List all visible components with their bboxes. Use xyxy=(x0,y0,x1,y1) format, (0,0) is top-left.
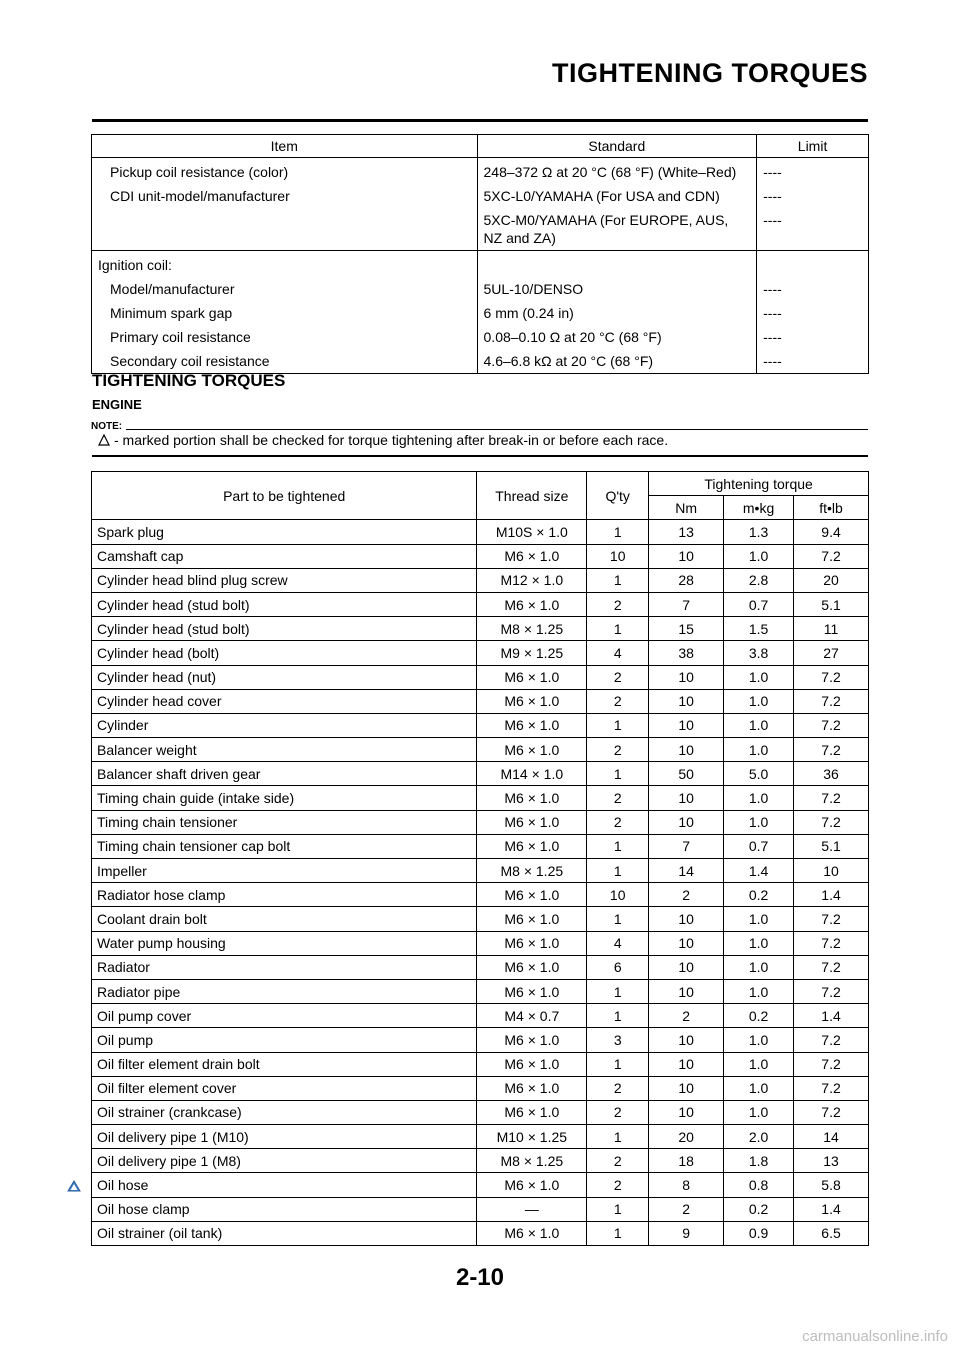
thread-size-cell: M6 × 1.0 xyxy=(477,738,587,762)
spec-item-cell: Pickup coil resistance (color) xyxy=(110,164,289,180)
mkg-cell: 1.0 xyxy=(724,1076,794,1100)
part-cell: Oil strainer (oil tank) xyxy=(92,1221,477,1245)
part-cell: Cylinder head (stud bolt) xyxy=(92,592,477,616)
nm-cell: 7 xyxy=(649,592,724,616)
ftlb-cell: 7.2 xyxy=(794,810,869,834)
part-cell: Cylinder xyxy=(92,713,477,737)
part-cell: Camshaft cap xyxy=(92,544,477,568)
ftlb-cell: 7.2 xyxy=(794,544,869,568)
spec-standard-cell: 4.6–6.8 kΩ at 20 °C (68 °F) xyxy=(477,349,757,374)
table-row xyxy=(92,1149,869,1173)
part-cell: Oil pump xyxy=(92,1028,477,1052)
nm-cell: 20 xyxy=(649,1125,724,1149)
nm-cell: 10 xyxy=(649,931,724,955)
mkg-cell: 2.8 xyxy=(724,568,794,592)
qty-cell: 1 xyxy=(587,1004,649,1028)
mkg-cell: 1.3 xyxy=(724,520,794,544)
qty-cell: 1 xyxy=(587,1197,649,1221)
note-rule-top xyxy=(126,429,868,430)
table-row xyxy=(92,713,869,737)
ftlb-cell: 5.1 xyxy=(794,592,869,616)
table-row xyxy=(92,1221,869,1245)
mkg-cell: 1.4 xyxy=(724,859,794,883)
mkg-cell: 2.0 xyxy=(724,1125,794,1149)
thread-size-cell: M6 × 1.0 xyxy=(477,834,587,858)
ftlb-cell: 7.2 xyxy=(794,738,869,762)
spec-row xyxy=(92,301,869,325)
header-part: Part to be tightened xyxy=(92,472,477,520)
part-cell: Water pump housing xyxy=(92,931,477,955)
qty-cell: 2 xyxy=(587,592,649,616)
table-row xyxy=(92,979,869,1003)
mkg-cell: 1.0 xyxy=(724,931,794,955)
mkg-cell: 3.8 xyxy=(724,641,794,665)
nm-cell: 10 xyxy=(649,544,724,568)
qty-cell: 6 xyxy=(587,955,649,979)
table-row xyxy=(92,738,869,762)
spec-standard-cell: 6 mm (0.24 in) xyxy=(477,301,757,325)
table-row xyxy=(92,1100,869,1124)
mkg-cell: 0.2 xyxy=(724,1004,794,1028)
mkg-cell: 1.0 xyxy=(724,955,794,979)
qty-cell: 10 xyxy=(587,883,649,907)
nm-cell: 13 xyxy=(649,520,724,544)
qty-cell: 1 xyxy=(587,617,649,641)
ftlb-cell: 7.2 xyxy=(794,665,869,689)
part-cell: Radiator hose clamp xyxy=(92,883,477,907)
table-row xyxy=(92,617,869,641)
ftlb-cell: 10 xyxy=(794,859,869,883)
header-qty: Q'ty xyxy=(587,472,649,520)
qty-cell: 1 xyxy=(587,859,649,883)
thread-size-cell: M6 × 1.0 xyxy=(477,592,587,616)
spec-item-cell: Minimum spark gap xyxy=(110,305,233,321)
ftlb-cell: 1.4 xyxy=(794,883,869,907)
part-cell: Oil filter element cover xyxy=(92,1076,477,1100)
nm-cell: 2 xyxy=(649,1197,724,1221)
thread-size-cell: M6 × 1.0 xyxy=(477,1052,587,1076)
spec-limit-cell: ---- xyxy=(757,301,869,325)
thread-size-cell: M6 × 1.0 xyxy=(477,810,587,834)
ftlb-cell: 14 xyxy=(794,1125,869,1149)
table-row xyxy=(92,1197,869,1221)
thread-size-cell: M6 × 1.0 xyxy=(477,883,587,907)
ftlb-cell: 13 xyxy=(794,1149,869,1173)
spec-table xyxy=(91,134,869,374)
part-cell: Radiator pipe xyxy=(92,979,477,1003)
qty-cell: 3 xyxy=(587,1028,649,1052)
table-row xyxy=(92,568,869,592)
thread-size-cell: M6 × 1.0 xyxy=(477,1028,587,1052)
spec-item-cell: Secondary coil resistance xyxy=(110,353,270,369)
note-body xyxy=(98,432,668,448)
table-row xyxy=(92,665,869,689)
table-row xyxy=(92,834,869,858)
spec-header-row xyxy=(92,135,869,158)
spec-standard-cell: 0.08–0.10 Ω at 20 °C (68 °F) xyxy=(477,325,757,349)
thread-size-cell: M6 × 1.0 xyxy=(477,1076,587,1100)
part-cell: Timing chain guide (intake side) xyxy=(92,786,477,810)
nm-cell: 10 xyxy=(649,810,724,834)
part-cell: Impeller xyxy=(92,859,477,883)
heading-rule xyxy=(92,119,868,122)
thread-size-cell: M6 × 1.0 xyxy=(477,1221,587,1245)
qty-cell: 1 xyxy=(587,762,649,786)
thread-size-cell: M8 × 1.25 xyxy=(477,617,587,641)
part-cell: Cylinder head (stud bolt) xyxy=(92,617,477,641)
mkg-cell: 1.0 xyxy=(724,907,794,931)
thread-size-cell: M8 × 1.25 xyxy=(477,859,587,883)
nm-cell: 10 xyxy=(649,786,724,810)
spec-limit-cell: ---- xyxy=(757,277,869,301)
nm-cell: 10 xyxy=(649,713,724,737)
thread-size-cell: M4 × 0.7 xyxy=(477,1004,587,1028)
table-row xyxy=(92,1004,869,1028)
qty-cell: 1 xyxy=(587,834,649,858)
nm-cell: 10 xyxy=(649,1076,724,1100)
spec-limit-cell: ---- xyxy=(757,349,869,374)
mkg-cell: 5.0 xyxy=(724,762,794,786)
ftlb-cell: 20 xyxy=(794,568,869,592)
ftlb-cell: 7.2 xyxy=(794,979,869,1003)
nm-cell: 10 xyxy=(649,1100,724,1124)
mkg-cell: 1.0 xyxy=(724,1052,794,1076)
table-row xyxy=(92,592,869,616)
header-mkg: m•kg xyxy=(724,496,794,520)
spec-row xyxy=(92,325,869,349)
part-cell: Timing chain tensioner xyxy=(92,810,477,834)
spec-header-item: Item xyxy=(92,135,478,158)
nm-cell: 7 xyxy=(649,834,724,858)
qty-cell: 4 xyxy=(587,931,649,955)
thread-size-cell: M6 × 1.0 xyxy=(477,713,587,737)
mkg-cell: 1.0 xyxy=(724,689,794,713)
nm-cell: 10 xyxy=(649,979,724,1003)
ftlb-cell: 7.2 xyxy=(794,689,869,713)
part-cell: Oil delivery pipe 1 (M10) xyxy=(92,1125,477,1149)
ftlb-cell: 7.2 xyxy=(794,713,869,737)
ftlb-cell: 7.2 xyxy=(794,955,869,979)
table-row xyxy=(92,955,869,979)
qty-cell: 1 xyxy=(587,1221,649,1245)
table-row xyxy=(92,641,869,665)
spec-standard-cell: 5XC-M0/YAMAHA (For EUROPE, AUS, NZ and ZA) xyxy=(477,208,757,251)
spec-item-cell: Ignition coil: xyxy=(92,251,478,278)
part-cell: Oil delivery pipe 1 (M8) xyxy=(92,1149,477,1173)
ftlb-cell: 1.4 xyxy=(794,1004,869,1028)
part-cell: Spark plug xyxy=(92,520,477,544)
qty-cell: 2 xyxy=(587,689,649,713)
part-cell: Oil filter element drain bolt xyxy=(92,1052,477,1076)
qty-cell: 1 xyxy=(587,520,649,544)
ftlb-cell: 7.2 xyxy=(794,907,869,931)
part-cell: Cylinder head (nut) xyxy=(92,665,477,689)
table-row xyxy=(92,810,869,834)
header-thread-size: Thread size xyxy=(477,472,587,520)
part-cell: Oil pump cover xyxy=(92,1004,477,1028)
mkg-cell: 1.0 xyxy=(724,665,794,689)
mkg-cell: 1.0 xyxy=(724,979,794,1003)
mkg-cell: 1.8 xyxy=(724,1149,794,1173)
nm-cell: 10 xyxy=(649,665,724,689)
ftlb-cell: 9.4 xyxy=(794,520,869,544)
thread-size-cell: M12 × 1.0 xyxy=(477,568,587,592)
ftlb-cell: 5.1 xyxy=(794,834,869,858)
table-row xyxy=(92,883,869,907)
triangle-outline-icon xyxy=(98,434,110,446)
table-row xyxy=(92,931,869,955)
qty-cell: 1 xyxy=(587,1125,649,1149)
spec-row xyxy=(92,184,869,208)
qty-cell: 2 xyxy=(587,1149,649,1173)
spec-item-cell xyxy=(92,208,478,251)
spec-table-body xyxy=(92,158,869,374)
thread-size-cell: M6 × 1.0 xyxy=(477,786,587,810)
table-row xyxy=(92,689,869,713)
thread-size-cell: M8 × 1.25 xyxy=(477,1149,587,1173)
section-title: TIGHTENING TORQUES xyxy=(92,371,286,390)
nm-cell: 10 xyxy=(649,1052,724,1076)
spec-item-cell: Primary coil resistance xyxy=(110,329,251,345)
table-row xyxy=(92,520,869,544)
part-cell: Oil hose clamp xyxy=(92,1197,477,1221)
mkg-cell: 1.5 xyxy=(724,617,794,641)
part-cell: Cylinder head blind plug screw xyxy=(92,568,477,592)
ftlb-cell: 7.2 xyxy=(794,786,869,810)
note-text: - marked portion shall be checked for torque tightening after break-in or before each race. xyxy=(114,432,669,448)
spec-standard-cell xyxy=(477,251,757,278)
part-cell: Oil hose xyxy=(92,1173,477,1197)
triangle-mark-icon xyxy=(67,1180,81,1192)
qty-cell: 1 xyxy=(587,568,649,592)
qty-cell: 2 xyxy=(587,1076,649,1100)
spec-item-cell: CDI unit-model/manufacturer xyxy=(110,188,290,204)
table-row xyxy=(92,1173,869,1197)
nm-cell: 10 xyxy=(649,1028,724,1052)
spec-standard-cell: 5UL-10/DENSO xyxy=(477,277,757,301)
torque-table-body xyxy=(92,520,869,1246)
spec-standard-cell: 5XC-L0/YAMAHA (For USA and CDN) xyxy=(477,184,757,208)
nm-cell: 10 xyxy=(649,907,724,931)
part-cell: Radiator xyxy=(92,955,477,979)
mkg-cell: 1.0 xyxy=(724,738,794,762)
mkg-cell: 1.0 xyxy=(724,810,794,834)
note-label: NOTE: xyxy=(91,421,123,432)
table-row xyxy=(92,762,869,786)
thread-size-cell: M10S × 1.0 xyxy=(477,520,587,544)
spec-limit-cell: ---- xyxy=(757,158,869,185)
spec-item-cell: Model/manufacturer xyxy=(110,281,235,297)
thread-size-cell: M6 × 1.0 xyxy=(477,955,587,979)
spec-row xyxy=(92,277,869,301)
nm-cell: 50 xyxy=(649,762,724,786)
table-row xyxy=(92,907,869,931)
part-cell: Cylinder head (bolt) xyxy=(92,641,477,665)
ftlb-cell: 7.2 xyxy=(794,1076,869,1100)
nm-cell: 18 xyxy=(649,1149,724,1173)
header-ftlb: ft•lb xyxy=(794,496,869,520)
nm-cell: 2 xyxy=(649,1004,724,1028)
note-rule-bottom xyxy=(92,455,868,457)
nm-cell: 10 xyxy=(649,955,724,979)
nm-cell: 9 xyxy=(649,1221,724,1245)
nm-cell: 10 xyxy=(649,689,724,713)
nm-cell: 38 xyxy=(649,641,724,665)
qty-cell: 2 xyxy=(587,1173,649,1197)
spec-row xyxy=(92,251,869,278)
nm-cell: 15 xyxy=(649,617,724,641)
spec-limit-cell: ---- xyxy=(757,208,869,251)
nm-cell: 28 xyxy=(649,568,724,592)
qty-cell: 2 xyxy=(587,1100,649,1124)
ftlb-cell: 7.2 xyxy=(794,931,869,955)
ftlb-cell: 27 xyxy=(794,641,869,665)
qty-cell: 1 xyxy=(587,1052,649,1076)
mkg-cell: 1.0 xyxy=(724,786,794,810)
qty-cell: 1 xyxy=(587,979,649,1003)
thread-size-cell: M6 × 1.0 xyxy=(477,544,587,568)
spec-row xyxy=(92,158,869,185)
thread-size-cell: M14 × 1.0 xyxy=(477,762,587,786)
qty-cell: 2 xyxy=(587,786,649,810)
mkg-cell: 0.8 xyxy=(724,1173,794,1197)
spec-row xyxy=(92,349,869,374)
page-heading: TIGHTENING TORQUES xyxy=(551,58,868,88)
thread-size-cell: M6 × 1.0 xyxy=(477,1173,587,1197)
spec-row xyxy=(92,208,869,251)
part-cell: Balancer weight xyxy=(92,738,477,762)
qty-cell: 4 xyxy=(587,641,649,665)
spec-header-limit: Limit xyxy=(757,135,869,158)
torque-header-row xyxy=(92,472,869,496)
header-nm: Nm xyxy=(649,496,724,520)
header-tightening-torque: Tightening torque xyxy=(649,472,869,496)
part-cell: Coolant drain bolt xyxy=(92,907,477,931)
ftlb-cell: 36 xyxy=(794,762,869,786)
ftlb-cell: 7.2 xyxy=(794,1028,869,1052)
thread-size-cell: M6 × 1.0 xyxy=(477,907,587,931)
part-cell: Cylinder head cover xyxy=(92,689,477,713)
spec-limit-cell: ---- xyxy=(757,184,869,208)
qty-cell: 10 xyxy=(587,544,649,568)
part-cell: Oil strainer (crankcase) xyxy=(92,1100,477,1124)
page-number: 2-10 xyxy=(455,1264,505,1291)
spec-header-standard: Standard xyxy=(477,135,757,158)
thread-size-cell: — xyxy=(477,1197,587,1221)
nm-cell: 14 xyxy=(649,859,724,883)
watermark: carmanualsonline.info xyxy=(802,1328,948,1345)
mkg-cell: 0.7 xyxy=(724,592,794,616)
table-row xyxy=(92,1125,869,1149)
nm-cell: 8 xyxy=(649,1173,724,1197)
spec-standard-cell: 248–372 Ω at 20 °C (68 °F) (White–Red) xyxy=(477,158,757,185)
mkg-cell: 1.0 xyxy=(724,713,794,737)
mkg-cell: 0.9 xyxy=(724,1221,794,1245)
mkg-cell: 1.0 xyxy=(724,1100,794,1124)
ftlb-cell: 1.4 xyxy=(794,1197,869,1221)
thread-size-cell: M6 × 1.0 xyxy=(477,1100,587,1124)
thread-size-cell: M10 × 1.25 xyxy=(477,1125,587,1149)
qty-cell: 2 xyxy=(587,738,649,762)
table-row xyxy=(92,1076,869,1100)
torque-table xyxy=(91,471,869,1246)
thread-size-cell: M6 × 1.0 xyxy=(477,665,587,689)
part-cell: Balancer shaft driven gear xyxy=(92,762,477,786)
table-row xyxy=(92,859,869,883)
ftlb-cell: 6.5 xyxy=(794,1221,869,1245)
table-row xyxy=(92,1028,869,1052)
table-row xyxy=(92,544,869,568)
table-row xyxy=(92,1052,869,1076)
ftlb-cell: 11 xyxy=(794,617,869,641)
qty-cell: 1 xyxy=(587,713,649,737)
mkg-cell: 1.0 xyxy=(724,544,794,568)
thread-size-cell: M6 × 1.0 xyxy=(477,689,587,713)
part-cell: Timing chain tensioner cap bolt xyxy=(92,834,477,858)
ftlb-cell: 7.2 xyxy=(794,1052,869,1076)
thread-size-cell: M9 × 1.25 xyxy=(477,641,587,665)
mkg-cell: 0.2 xyxy=(724,883,794,907)
qty-cell: 2 xyxy=(587,665,649,689)
thread-size-cell: M6 × 1.0 xyxy=(477,979,587,1003)
qty-cell: 2 xyxy=(587,810,649,834)
nm-cell: 10 xyxy=(649,738,724,762)
section-subtitle: ENGINE xyxy=(92,397,142,412)
spec-limit-cell xyxy=(757,251,869,278)
ftlb-cell: 7.2 xyxy=(794,1100,869,1124)
table-row xyxy=(92,786,869,810)
mkg-cell: 0.2 xyxy=(724,1197,794,1221)
qty-cell: 1 xyxy=(587,907,649,931)
spec-limit-cell: ---- xyxy=(757,325,869,349)
thread-size-cell: M6 × 1.0 xyxy=(477,931,587,955)
ftlb-cell: 5.8 xyxy=(794,1173,869,1197)
mkg-cell: 0.7 xyxy=(724,834,794,858)
mkg-cell: 1.0 xyxy=(724,1028,794,1052)
nm-cell: 2 xyxy=(649,883,724,907)
